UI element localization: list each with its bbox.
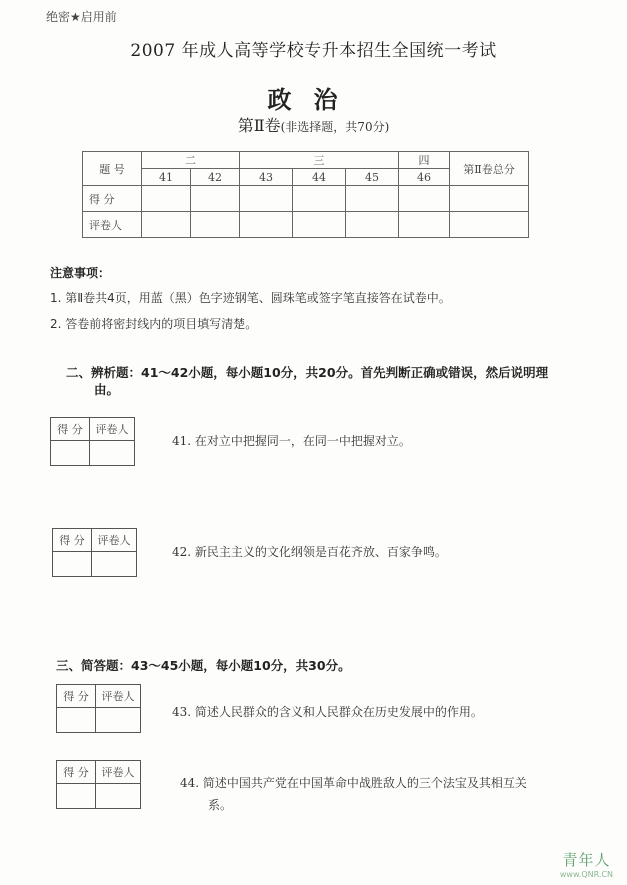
grader-cell[interactable] bbox=[450, 212, 529, 238]
grading-box-44 bbox=[56, 760, 141, 809]
section-2-heading-line: 二、辨析题：41～42小题，每小题10分，共20分。首先判断正确或错误，然后说明理 bbox=[66, 365, 549, 380]
watermark-url: www.QNR.CN bbox=[559, 870, 613, 879]
box-grader-cell[interactable] bbox=[96, 784, 141, 809]
watermark-text: 青年人 bbox=[562, 851, 611, 869]
row-label-grader: 评卷人 bbox=[83, 212, 142, 238]
score-cell[interactable] bbox=[450, 186, 529, 212]
subject-title: 政治 bbox=[267, 86, 360, 114]
section-3-heading: 三、简答题：43～45小题，每小题10分，共30分。 bbox=[56, 658, 351, 673]
number-42: 42 bbox=[191, 169, 240, 186]
score-cell[interactable] bbox=[240, 186, 293, 212]
box-score-label: 得 分 bbox=[57, 761, 96, 784]
section-2-heading bbox=[66, 364, 596, 398]
grader-cell[interactable] bbox=[293, 212, 346, 238]
box-score-cell[interactable] bbox=[57, 784, 96, 809]
box-grader-label: 评卷人 bbox=[96, 685, 141, 708]
box-score-label: 得 分 bbox=[53, 529, 92, 552]
box-grader-label: 评卷人 bbox=[92, 529, 137, 552]
grader-cell[interactable] bbox=[142, 212, 191, 238]
box-grader-cell[interactable] bbox=[96, 708, 141, 733]
grading-box-43 bbox=[56, 684, 141, 733]
box-score-label: 得 分 bbox=[51, 418, 90, 441]
box-score-cell[interactable] bbox=[57, 708, 96, 733]
notes-heading: 注意事项： bbox=[50, 266, 111, 280]
question-44 bbox=[180, 772, 600, 816]
box-score-cell[interactable] bbox=[53, 552, 92, 577]
grader-cell[interactable] bbox=[240, 212, 293, 238]
row-label-score: 得 分 bbox=[83, 186, 142, 212]
number-45: 45 bbox=[346, 169, 399, 186]
score-cell[interactable] bbox=[142, 186, 191, 212]
grader-cell[interactable] bbox=[399, 212, 450, 238]
grading-box-41 bbox=[50, 417, 135, 466]
question-43: 43. 简述人民群众的含义和人民群众在历史发展中的作用。 bbox=[172, 705, 483, 719]
total-label: 第Ⅱ卷总分 bbox=[450, 152, 529, 186]
section-2-heading-line: 由。 bbox=[94, 382, 120, 397]
score-cell[interactable] bbox=[346, 186, 399, 212]
watermark-logo bbox=[560, 849, 613, 879]
note-item: 2. 答卷前将密封线内的项目填写清楚。 bbox=[50, 317, 258, 331]
box-grader-label: 评卷人 bbox=[90, 418, 135, 441]
box-grader-label: 评卷人 bbox=[96, 761, 141, 784]
box-score-cell[interactable] bbox=[51, 441, 90, 466]
question-44-line: 44. 简述中国共产党在中国革命中战胜敌人的三个法宝及其相互关 bbox=[180, 776, 527, 790]
number-43: 43 bbox=[240, 169, 293, 186]
score-cell[interactable] bbox=[293, 186, 346, 212]
score-cell[interactable] bbox=[191, 186, 240, 212]
group-section-2: 二 bbox=[142, 152, 240, 169]
question-42: 42. 新民主主义的文化纲领是百花齐放、百家争鸣。 bbox=[172, 545, 447, 559]
score-table bbox=[82, 151, 529, 238]
group-section-4: 四 bbox=[399, 152, 450, 169]
number-41: 41 bbox=[142, 169, 191, 186]
number-44: 44 bbox=[293, 169, 346, 186]
paper-title bbox=[0, 113, 627, 136]
paper-label: 第Ⅱ卷 bbox=[237, 116, 281, 135]
score-cell[interactable] bbox=[399, 186, 450, 212]
box-score-label: 得 分 bbox=[57, 685, 96, 708]
grading-box-42 bbox=[52, 528, 137, 577]
header-question-number: 题 号 bbox=[83, 152, 142, 186]
question-44-line: 系。 bbox=[208, 798, 233, 812]
grader-cell[interactable] bbox=[191, 212, 240, 238]
number-46: 46 bbox=[399, 169, 450, 186]
note-item: 1. 第Ⅱ卷共4页，用蓝（黑）色字迹钢笔、圆珠笔或签字笔直接答在试卷中。 bbox=[50, 291, 451, 305]
exam-title: 2007 年成人高等学校专升本招生全国统一考试 bbox=[130, 41, 497, 61]
box-grader-cell[interactable] bbox=[90, 441, 135, 466]
question-41: 41. 在对立中把握同一，在同一中把握对立。 bbox=[172, 434, 411, 448]
box-grader-cell[interactable] bbox=[92, 552, 137, 577]
grader-cell[interactable] bbox=[346, 212, 399, 238]
group-section-3: 三 bbox=[240, 152, 399, 169]
paper-note: (非选择题，共70分) bbox=[280, 120, 390, 134]
secret-label: 绝密★启用前 bbox=[46, 10, 117, 24]
